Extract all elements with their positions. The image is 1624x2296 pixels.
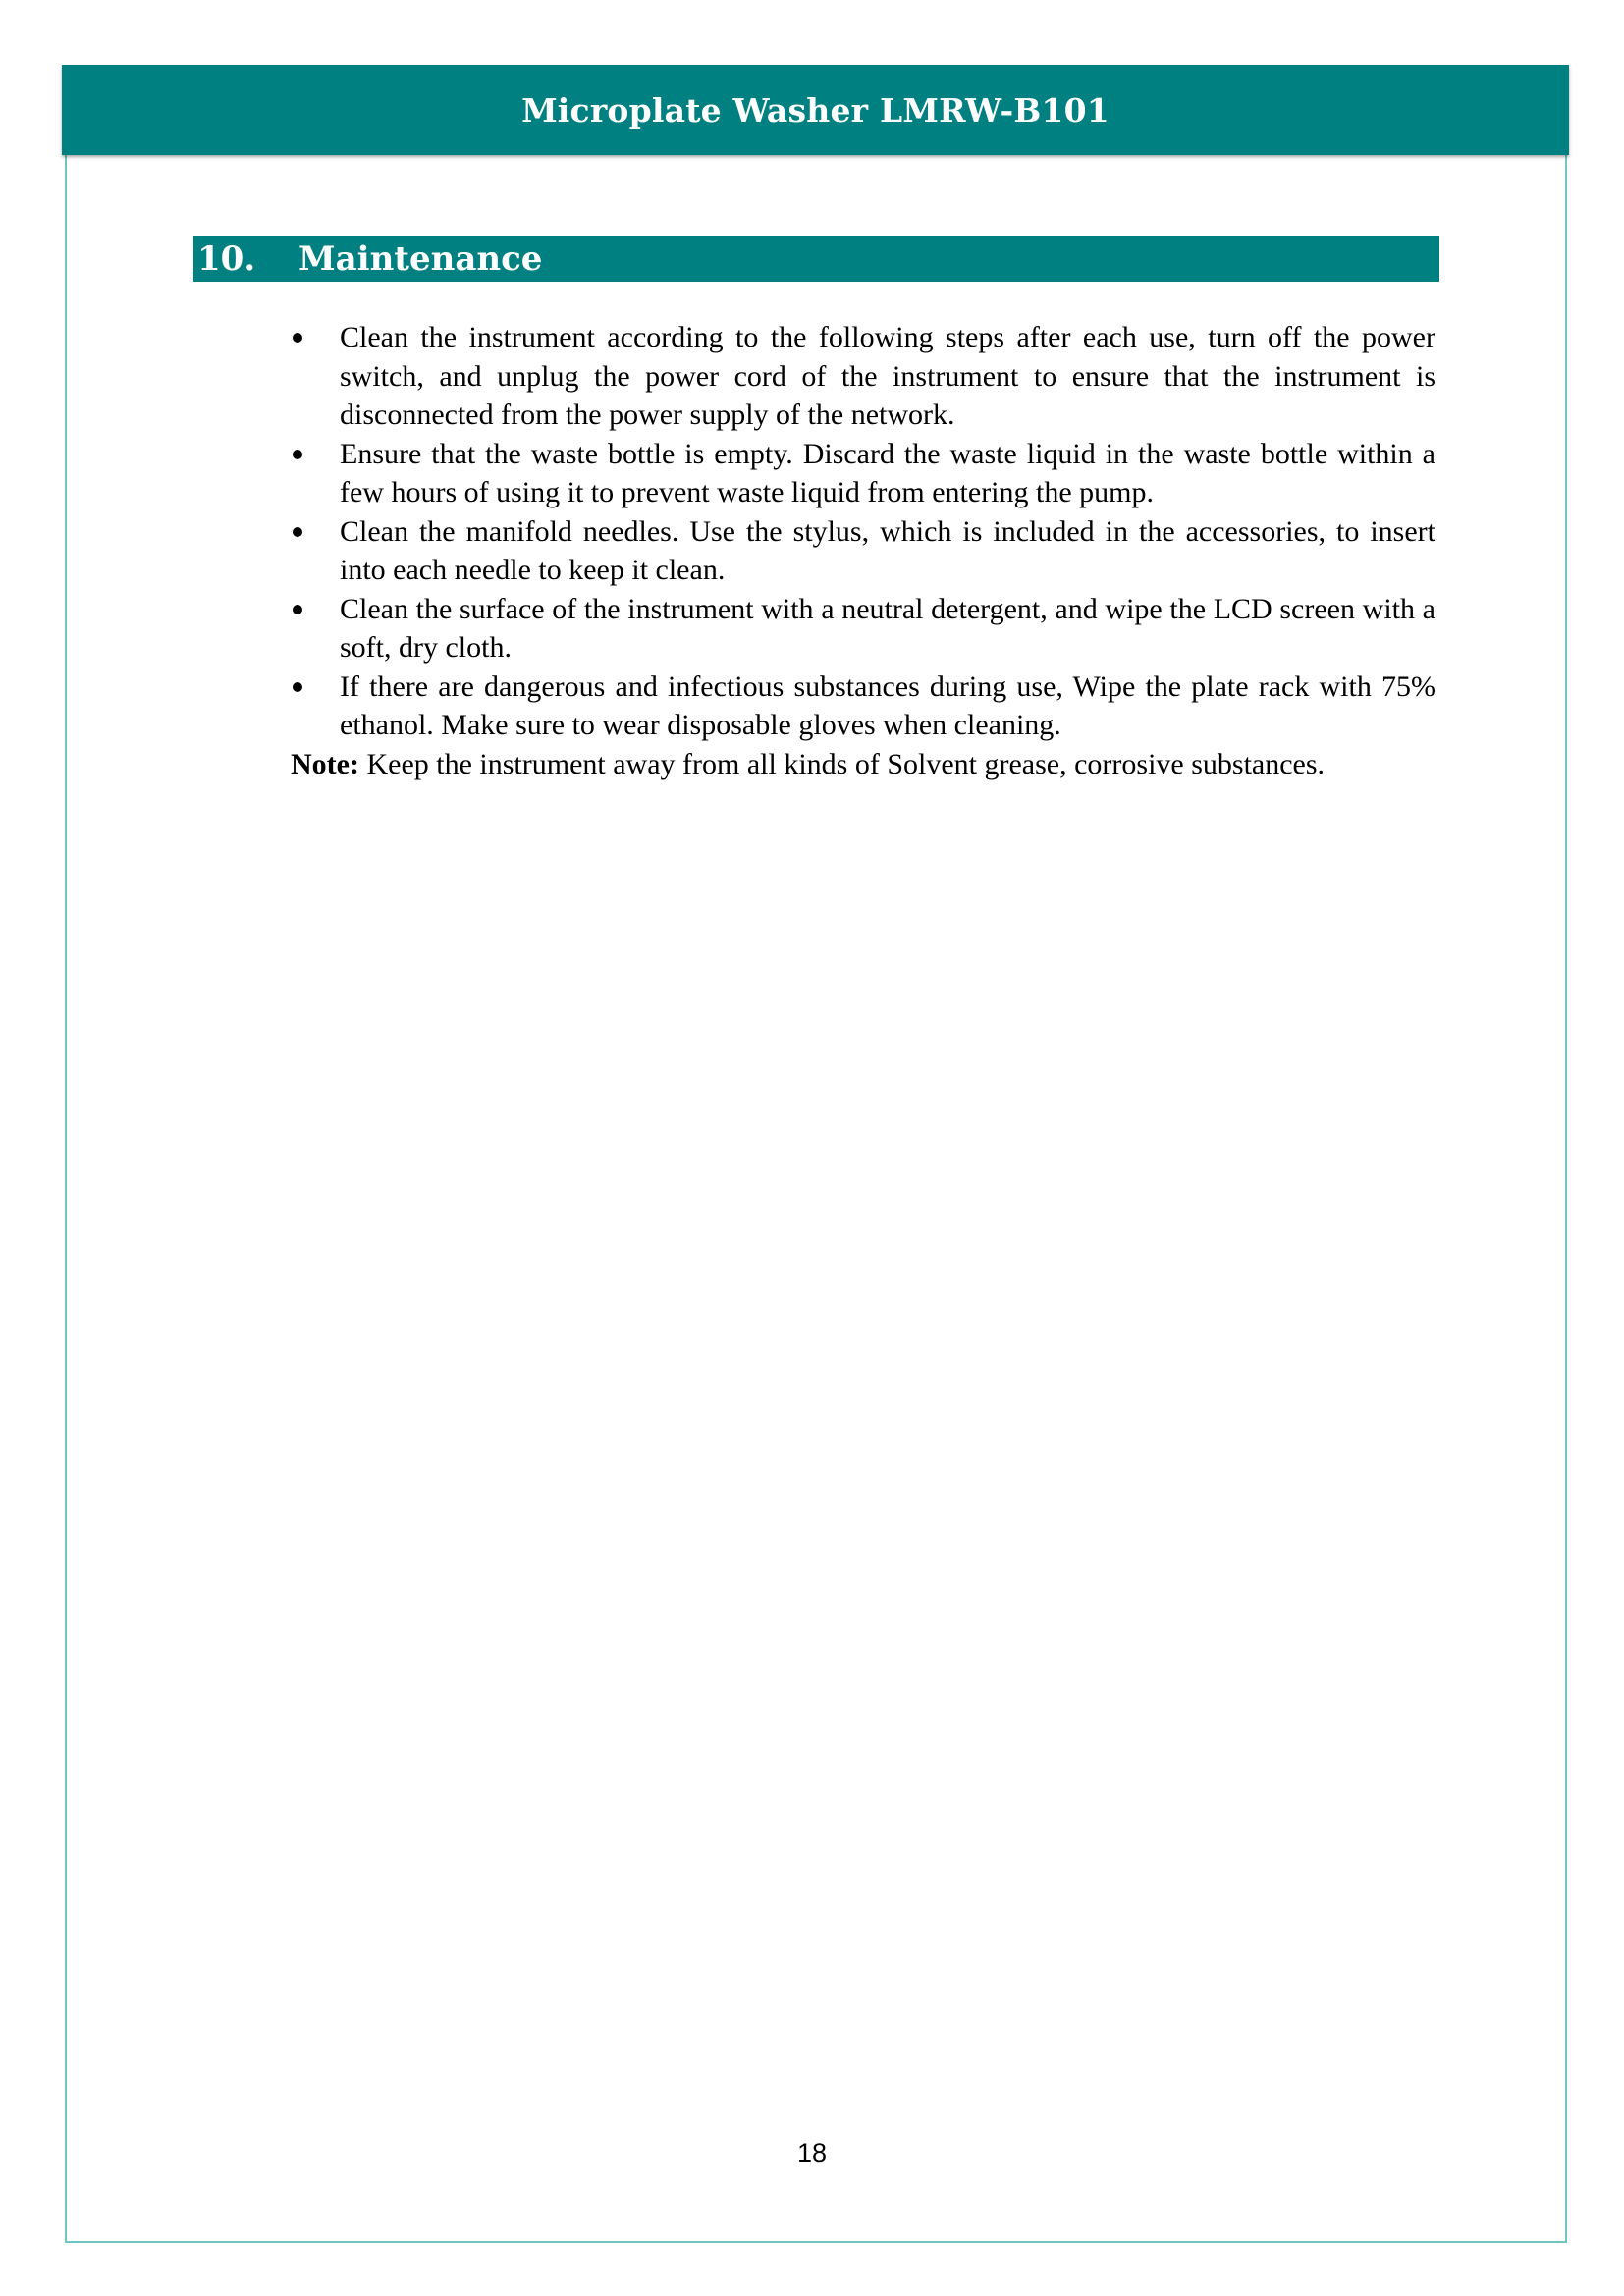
list-item-text: Clean the instrument according to the following steps after each use, turn off the power switch, and unplug the power cord of the instrument to ensure that the instrument is disconnected from the power supply of the network. (340, 321, 1435, 431)
bullet-icon (293, 333, 302, 343)
list-item (291, 318, 1435, 435)
bullet-icon (293, 682, 302, 692)
section-number: 10. (197, 239, 256, 279)
section-heading (193, 236, 1439, 282)
list-item (291, 590, 1435, 667)
list-item-text: Ensure that the waste bottle is empty. Discard the waste liquid in the waste bottle within a few hours of using it to prevent waste liquid from entering the pump. (340, 437, 1435, 508)
list-item-text: Clean the manifold needles. Use the stylus, which is included in the accessories, to insert into each needle to keep it clean. (340, 514, 1435, 586)
note-text: Keep the instrument away from all kinds of Solvent grease, corrosive substances. (358, 747, 1326, 780)
note-paragraph (291, 745, 1435, 784)
list-item-text: Clean the surface of the instrument with a neutral detergent, and wipe the LCD screen with a soft, dry cloth. (340, 592, 1435, 664)
list-item-text: If there are dangerous and infectious substances during use, Wipe the plate rack with 75% ethanol. Make sure to wear disposable gloves when cleaning. (340, 669, 1435, 741)
page-number: 18 (796, 2138, 828, 2167)
bullet-icon (293, 527, 302, 537)
bullet-icon (293, 605, 302, 614)
document-title: Microplate Washer LMRW-B101 (521, 90, 1110, 130)
note-label: Note: (291, 747, 359, 780)
maintenance-list (291, 318, 1435, 745)
bullet-icon (293, 450, 302, 459)
list-item (291, 435, 1435, 512)
list-item (291, 667, 1435, 745)
header-bar (62, 65, 1569, 155)
list-item (291, 512, 1435, 590)
main-content (291, 318, 1435, 783)
section-title: Maintenance (298, 239, 543, 279)
